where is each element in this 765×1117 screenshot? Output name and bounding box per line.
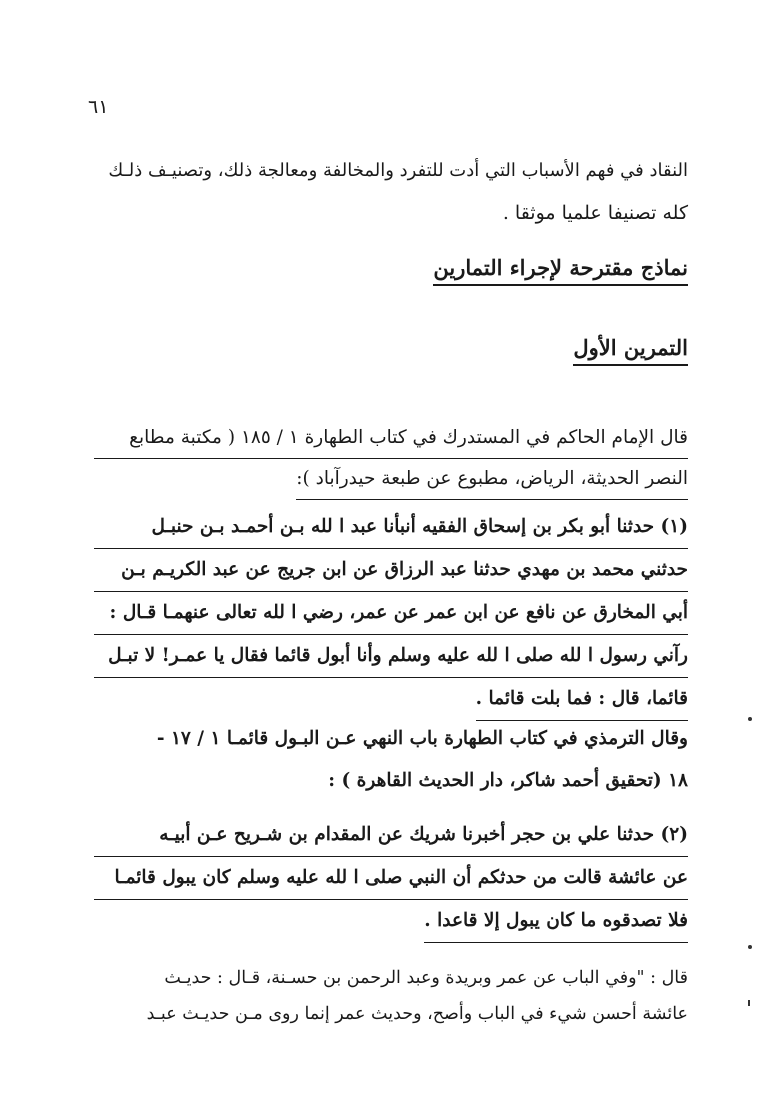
page-number: ٦١ (88, 96, 109, 118)
source-citation-1 (94, 418, 688, 500)
hadith-1-line-1: (١) حدثنا أبو بكر بن إسحاق الفقيه أنبأنا عبد ا لله بـن أحمـد بـن حنبـل (94, 506, 688, 549)
closing-line-2: عائشة أحسن شيء في الباب وأصح، وحديث عمر إنما روى مـن حديـث عبـد (146, 1004, 688, 1024)
hadith-2-line-3: فلا تصدقوه ما كان يبول إلا قاعدا . (424, 900, 688, 943)
intro-line-2: كله تصنيفا علميا موثقا . (502, 202, 688, 224)
source-2-line-2: ١٨ (تحقيق أحمد شاكر، دار الحديث القاهرة ) : (328, 770, 688, 791)
hadith-1-line-2: حدثني محمد بن مهدي حدثنا عبد الرزاق عن ابن جريج عن عبد الكريـم بـن (94, 549, 688, 592)
section-heading: نماذج مقترحة لإجراء التمارين (433, 255, 688, 286)
scan-speck (748, 1000, 750, 1006)
hadith-1-line-3: أبي المخارق عن نافع عن ابن عمر عن عمر، رضي ا لله تعالى عنهمـا قـال : (94, 592, 688, 635)
closing-paragraph (94, 960, 688, 1032)
intro-line-1: النقاد في فهم الأسباب التي أدت للتفرد والمخالفة ومعالجة ذلك، وتصنيـف ذلـك (108, 160, 688, 181)
closing-line-1: قال : "وفي الباب عن عمر وبريدة وعبد الرحمن بن حسـنة، قـال : حديـث (164, 968, 688, 988)
source-2-line-1: وقال الترمذي في كتاب الطهارة باب النهي عـن البـول قائمـا ١ / ١٧ - (156, 728, 688, 749)
intro-paragraph (94, 150, 688, 234)
scan-speck (748, 717, 752, 721)
scan-speck (748, 945, 752, 949)
hadith-2 (94, 814, 688, 943)
source-1-line-2: النصر الحديثة، الرياض، مطبوع عن طبعة حيدرآباد ): (296, 459, 688, 500)
hadith-1 (94, 506, 688, 721)
hadith-2-line-1: (٢) حدثنا علي بن حجر أخبرنا شريك عن المقدام بن شـريح عـن أبيـه (94, 814, 688, 857)
hadith-2-line-2: عن عائشة قالت من حدثكم أن النبي صلى ا لله عليه وسلم كان يبول قائمـا (94, 857, 688, 900)
source-1-line-1: قال الإمام الحاكم في المستدرك في كتاب الطهارة ١ / ١٨٥ ( مكتبة مطابع (94, 418, 688, 459)
hadith-1-line-5: قائما، قال : فما بلت قائما . (476, 678, 688, 721)
exercise-heading: التمرين الأول (573, 335, 688, 366)
source-citation-2 (94, 718, 688, 802)
hadith-1-line-4: رآني رسول ا لله صلى ا لله عليه وسلم وأنا أبول قائما فقال يا عمـر! لا تبـل (94, 635, 688, 678)
